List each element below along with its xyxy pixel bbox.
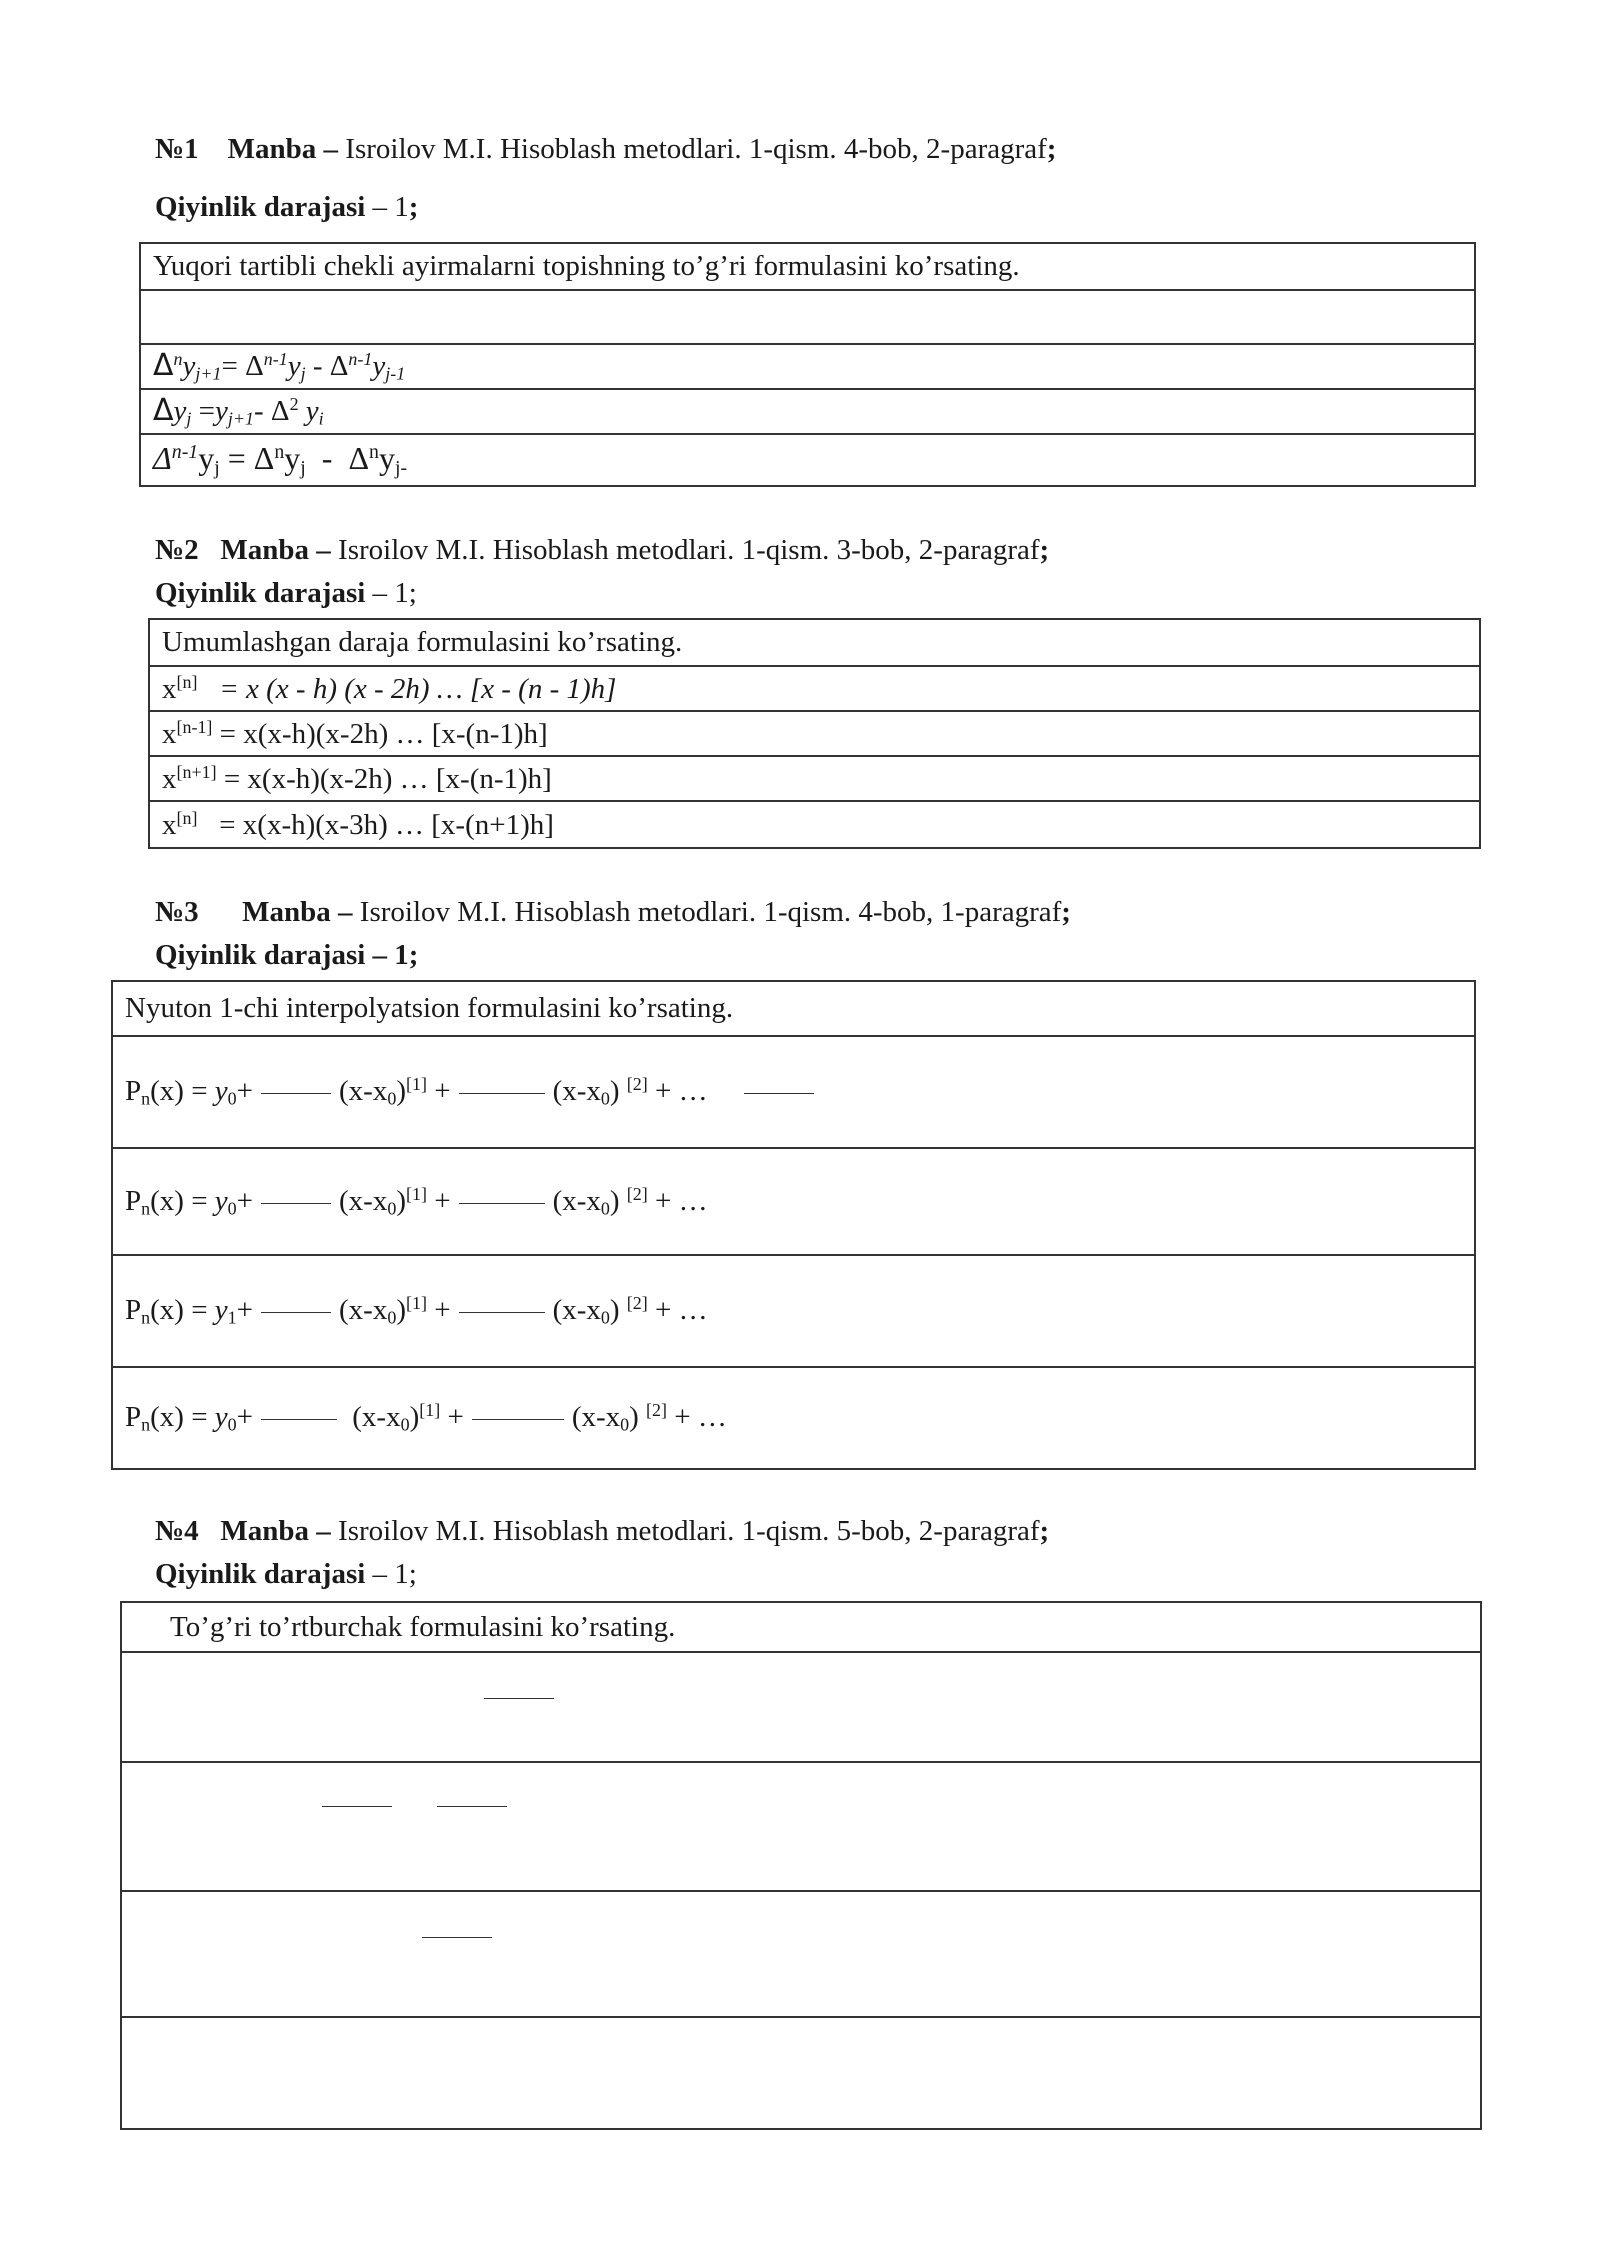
q2-difficulty-value: – 1; <box>372 577 417 609</box>
q1-answer-1[interactable]: $\Delta^ny_{j+1}= \Delta^{n-1}y_j - \Delta^{n-1}y_{j-1}$ <box>140 344 1475 389</box>
fraction-bar <box>322 1806 392 1807</box>
fraction-bar <box>744 1093 814 1094</box>
q4-answer-1[interactable] <box>121 1652 1481 1762</box>
q2-difficulty-line <box>155 575 417 611</box>
fraction-bar <box>261 1203 331 1204</box>
q2-difficulty-label: Qiyinlik darajasi <box>155 577 366 609</box>
q2-manba-label: Manba – <box>220 534 331 566</box>
q1-difficulty-label: Qiyinlik darajasi <box>155 191 366 223</box>
fraction-bar <box>472 1419 564 1420</box>
q1-number: №1 <box>155 133 199 165</box>
q2-answer-1[interactable]: x[n] = x (x - h) (x - 2h) … [x - (n - 1)h] <box>149 666 1480 711</box>
q4-manba-label: Manba – <box>220 1515 331 1547</box>
fraction-bar <box>261 1093 331 1094</box>
fraction-bar <box>459 1203 545 1204</box>
q4-difficulty-label: Qiyinlik darajasi <box>155 1558 366 1590</box>
q3-difficulty-line <box>155 937 418 973</box>
q1-answer-2[interactable]: $\Delta y_j =y_{j+1}-$ $\Delta^2$ $y_i$ <box>140 389 1475 434</box>
q3-source-line <box>155 894 1071 930</box>
q1-difficulty-line <box>155 189 418 225</box>
q2-manba-text: Isroilov M.I. Hisoblash metodlari. 1-qism. 3-bob, 2-paragraf <box>338 534 1040 566</box>
q2-table <box>148 618 1481 849</box>
fraction-bar <box>422 1937 492 1938</box>
q4-source-line <box>155 1513 1049 1549</box>
q2-question: Umumlashgan daraja formulasini ko’rsating. <box>149 619 1480 666</box>
q1-difficulty-end: ; <box>408 191 419 223</box>
fraction-bar <box>459 1312 545 1313</box>
q2-manba-end: ; <box>1039 534 1050 566</box>
q4-number: №4 <box>155 1515 199 1547</box>
q4-answer-3[interactable] <box>121 1891 1481 2017</box>
q4-table <box>120 1601 1482 2130</box>
q3-number: №3 <box>155 896 199 928</box>
fraction-bar <box>459 1093 545 1094</box>
q1-source-line <box>155 131 1056 167</box>
q3-manba-label: Manba – <box>242 896 353 928</box>
q3-answer-3[interactable]: $P_n(x) = y_1+ (x-x_0)[1] + (x-x_0) [2]$ + … <box>112 1255 1475 1367</box>
q2-answer-3[interactable]: x[n+1] = x(x-h)(x-2h) … [x-(n-1)h] <box>149 756 1480 801</box>
q1-answer-empty[interactable] <box>140 290 1475 344</box>
q4-manba-end: ; <box>1039 1515 1050 1547</box>
fraction-bar <box>261 1312 331 1313</box>
q1-table <box>139 242 1476 487</box>
q3-answer-1[interactable]: $P_n(x) = y_0+ (x-x_0)[1] + (x-x_0) [2]$ + … <box>112 1036 1475 1148</box>
q4-answer-4[interactable] <box>121 2017 1481 2129</box>
q2-answer-4[interactable]: x[n] = x(x-h)(x-3h) … [x-(n+1)h] <box>149 801 1480 848</box>
q1-question: Yuqori tartibli chekli ayirmalarni topishning to’g’ri formulasini ko’rsating. <box>140 243 1475 290</box>
q3-answer-2[interactable]: $P_n(x) = y_0+ (x-x_0)[1] + (x-x_0) [2]$ + … <box>112 1148 1475 1255</box>
q3-difficulty-label: Qiyinlik darajasi – 1; <box>155 939 419 971</box>
q1-manba-end: ; <box>1046 133 1057 165</box>
q1-manba-label: Manba – <box>227 133 339 165</box>
q4-manba-text: Isroilov M.I. Hisoblash metodlari. 1-qism. 5-bob, 2-paragraf <box>338 1515 1040 1547</box>
q4-difficulty-line <box>155 1556 417 1592</box>
fraction-bar <box>484 1698 554 1699</box>
q4-answer-2[interactable] <box>121 1762 1481 1891</box>
q3-question: Nyuton 1-chi interpolyatsion formulasini ko’rsating. <box>112 981 1475 1036</box>
q2-answer-2[interactable]: x[n-1] = x(x-h)(x-2h) … [x-(n-1)h] <box>149 711 1480 756</box>
q2-source-line <box>155 532 1049 568</box>
fraction-bar <box>261 1419 337 1420</box>
q1-answer-3[interactable]: $\Delta^{n-1}y_j = \Delta^ny_j - \Delta^ny_{j-}$ <box>140 434 1475 486</box>
q3-manba-text: Isroilov M.I. Hisoblash metodlari. 1-qism. 4-bob, 1-paragraf <box>359 896 1062 928</box>
q1-manba-text: Isroilov M.I. Hisoblash metodlari. 1-qism. 4-bob, 2-paragraf <box>345 133 1047 165</box>
q4-difficulty-value: – 1; <box>372 1558 417 1590</box>
q3-table <box>111 980 1476 1470</box>
q2-number: №2 <box>155 534 199 566</box>
q4-question: To’g’ri to’rtburchak formulasini ko’rsating. <box>121 1602 1481 1652</box>
q1-difficulty-value: – 1 <box>372 191 409 223</box>
q3-answer-4[interactable]: $P_n(x) = y_0+ (x-x_0)[1] + (x-x_0) [2]$ + … <box>112 1367 1475 1469</box>
fraction-bar <box>437 1806 507 1807</box>
q3-manba-end: ; <box>1061 896 1071 928</box>
